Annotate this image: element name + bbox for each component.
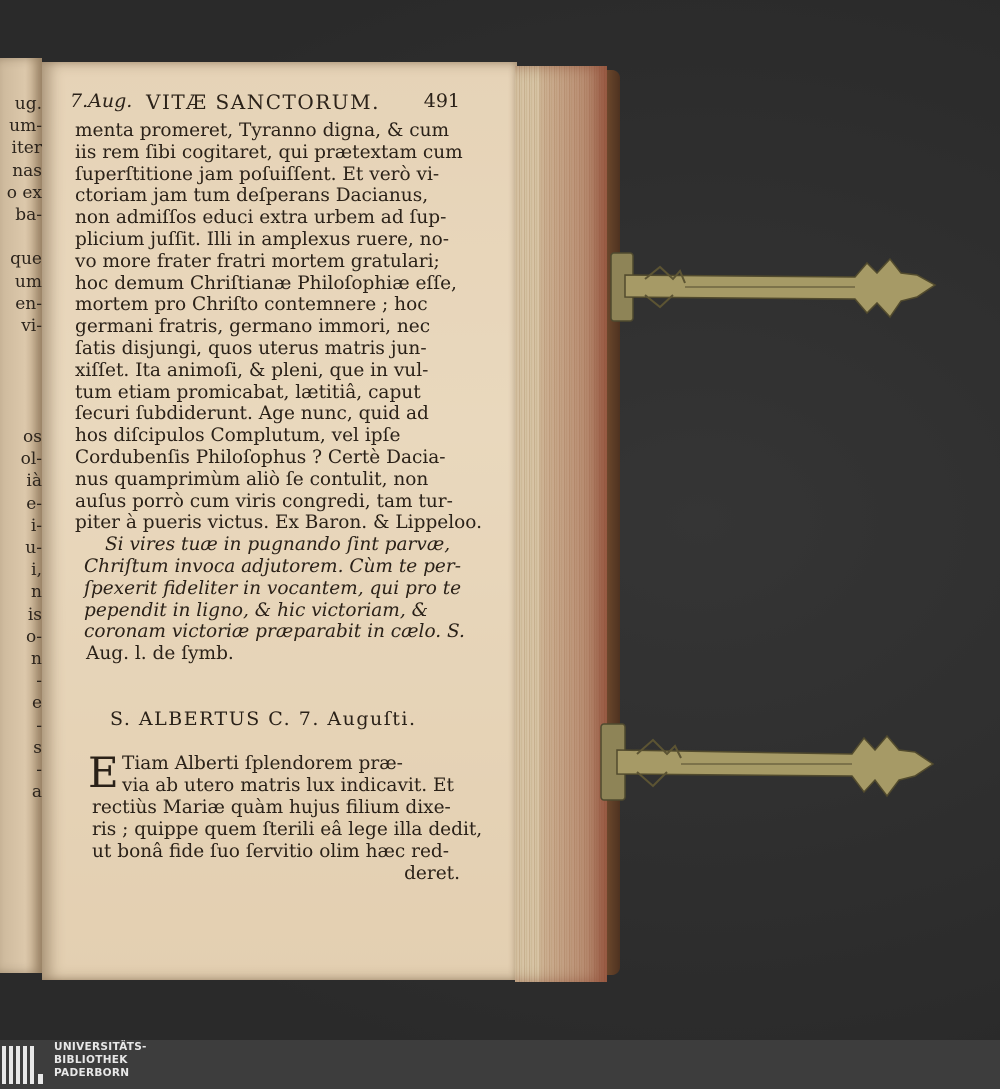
left-page-fragment-line: e- [26, 493, 42, 514]
section-line: via ab utero matris lux indicavit. Et [122, 775, 454, 796]
left-page-fragment-line: ba- [15, 205, 42, 225]
quote-line: ſpexerit fideliter in vocantem, qui pro te [84, 577, 462, 599]
left-page-fragment-line: e [31, 693, 42, 714]
upper-clasp [605, 245, 940, 330]
text-line: tum etiam promicabat, lætitiâ, caput [75, 381, 421, 403]
text-line: non admiſſos educi extra urbem ad ſup- [75, 207, 447, 229]
left-page-fragment [0, 58, 42, 973]
text-line: iis rem ſibi cogitaret, qui prætextam cum [75, 141, 463, 163]
left-page-fragment-line: - [36, 760, 42, 780]
quote-line: Si vires tuæ in pugnando ſint parvæ, [105, 534, 451, 556]
text-line: ſecuri ſubdiderunt. Age nunc, quid ad [75, 403, 429, 425]
quote-line: coronam victoriæ præparabit in cælo. S. [84, 621, 465, 643]
section-line: ut bonâ fide ſuo ſervitio olim hæc red- [92, 841, 450, 862]
left-page-fragment-line: nas [12, 160, 42, 181]
left-page-fragment-line: ià [26, 471, 42, 492]
section-line: rectiùs Mariæ quàm hujus filium dixe- [92, 797, 451, 818]
left-page-fragment-line: i- [30, 515, 42, 536]
section-line: deret. [404, 863, 460, 884]
drop-cap: E [88, 748, 119, 797]
left-page-fragment-line: iter [11, 138, 42, 159]
left-page-fragment-line: n [31, 582, 42, 603]
left-page-fragment-line: i, [31, 560, 42, 581]
left-page-fragment-line: n [31, 649, 42, 669]
left-page-fragment-line: u- [25, 538, 42, 558]
text-line: nus quamprimùm aliò ſe contulit, non [75, 468, 429, 490]
left-page-fragment-line: o ex [6, 182, 42, 203]
left-page-fragment-line: um [14, 271, 42, 292]
section-line: Tiam Alberti ſplendorem præ- [122, 753, 403, 774]
header-title: VITÆ SANCTORUM. [146, 90, 380, 114]
footer-bar [0, 1040, 1000, 1089]
lower-clasp [597, 718, 937, 810]
text-line: xiſſet. Ita animoſi, & pleni, que in vul- [75, 359, 429, 381]
section-line: ris ; quippe quem ſterili eâ lege illa dedit, [92, 819, 483, 840]
text-line: piter à pueris victus. Ex Baron. & Lippeloo. [75, 512, 482, 534]
quote-line: pependit in ligno, & hic victoriam, & [84, 599, 429, 621]
left-page-fragment-line: s [33, 737, 42, 758]
text-line: menta promeret, Tyranno digna, & cum [75, 120, 450, 141]
left-page-fragment-line: os [23, 427, 42, 447]
left-page-fragment-line: - [36, 715, 42, 736]
text-line: hos diſcipulos Complutum, vel ipſe [75, 425, 401, 447]
text-line: Cordubenſis Philoſophus ? Certè Dacia- [75, 447, 446, 468]
left-page-fragment-line: - [36, 671, 42, 692]
library-name-line-3: PADERBORN [54, 1067, 130, 1079]
page-edge-stain [540, 66, 607, 982]
left-page-fragment-line: a [31, 782, 42, 803]
left-page-fragment-line: is [27, 604, 42, 625]
left-page-fragment-line: um- [9, 116, 42, 137]
text-line: vo more frater fratri mortem gratulari; [75, 250, 440, 272]
text-line: plicium juſſit. Illi in amplexus ruere, no- [75, 229, 449, 250]
left-page-fragment-line: ug. [14, 94, 42, 114]
text-line: germani fratris, germano immori, nec [75, 316, 431, 338]
header-date: 7.Aug. [70, 90, 133, 112]
quote-line: Chriſtum invoca adjutorem. Cùm te per- [84, 556, 461, 577]
left-page-fragment-line: que [10, 249, 42, 270]
library-name-line-1: UNIVERSITÄTS- [54, 1041, 147, 1053]
text-line: hoc demum Chriſtianæ Philoſophiæ eſſe, [75, 272, 457, 294]
text-line: ctoriam jam tum deſperans Dacianus, [75, 185, 429, 207]
text-line: ſuperſtitione jam poſuiſſent. Et verò vi- [75, 163, 440, 185]
page-header [70, 90, 460, 120]
library-logo-icon [0, 1040, 46, 1089]
text-line: ſatis disjungi, quos uterus matris jun- [75, 338, 427, 359]
left-page-fragment-line: ol- [20, 449, 42, 470]
text-line: auſus porrò cum viris congredi, tam tur- [75, 490, 453, 512]
left-page-fragment-line: en- [15, 293, 42, 314]
left-page-fragment-line: vi- [21, 316, 42, 336]
left-page-fragment-line: o- [26, 626, 42, 647]
text-line: mortem pro Chriſto contemnere ; hoc [75, 294, 428, 316]
quote-source: Aug. l. de ſymb. [86, 643, 234, 665]
section-heading: S. ALBERTUS C. 7. Auguſti. [110, 708, 417, 730]
page-number: 491 [423, 90, 460, 112]
library-name-line-2: BIBLIOTHEK [54, 1054, 128, 1066]
